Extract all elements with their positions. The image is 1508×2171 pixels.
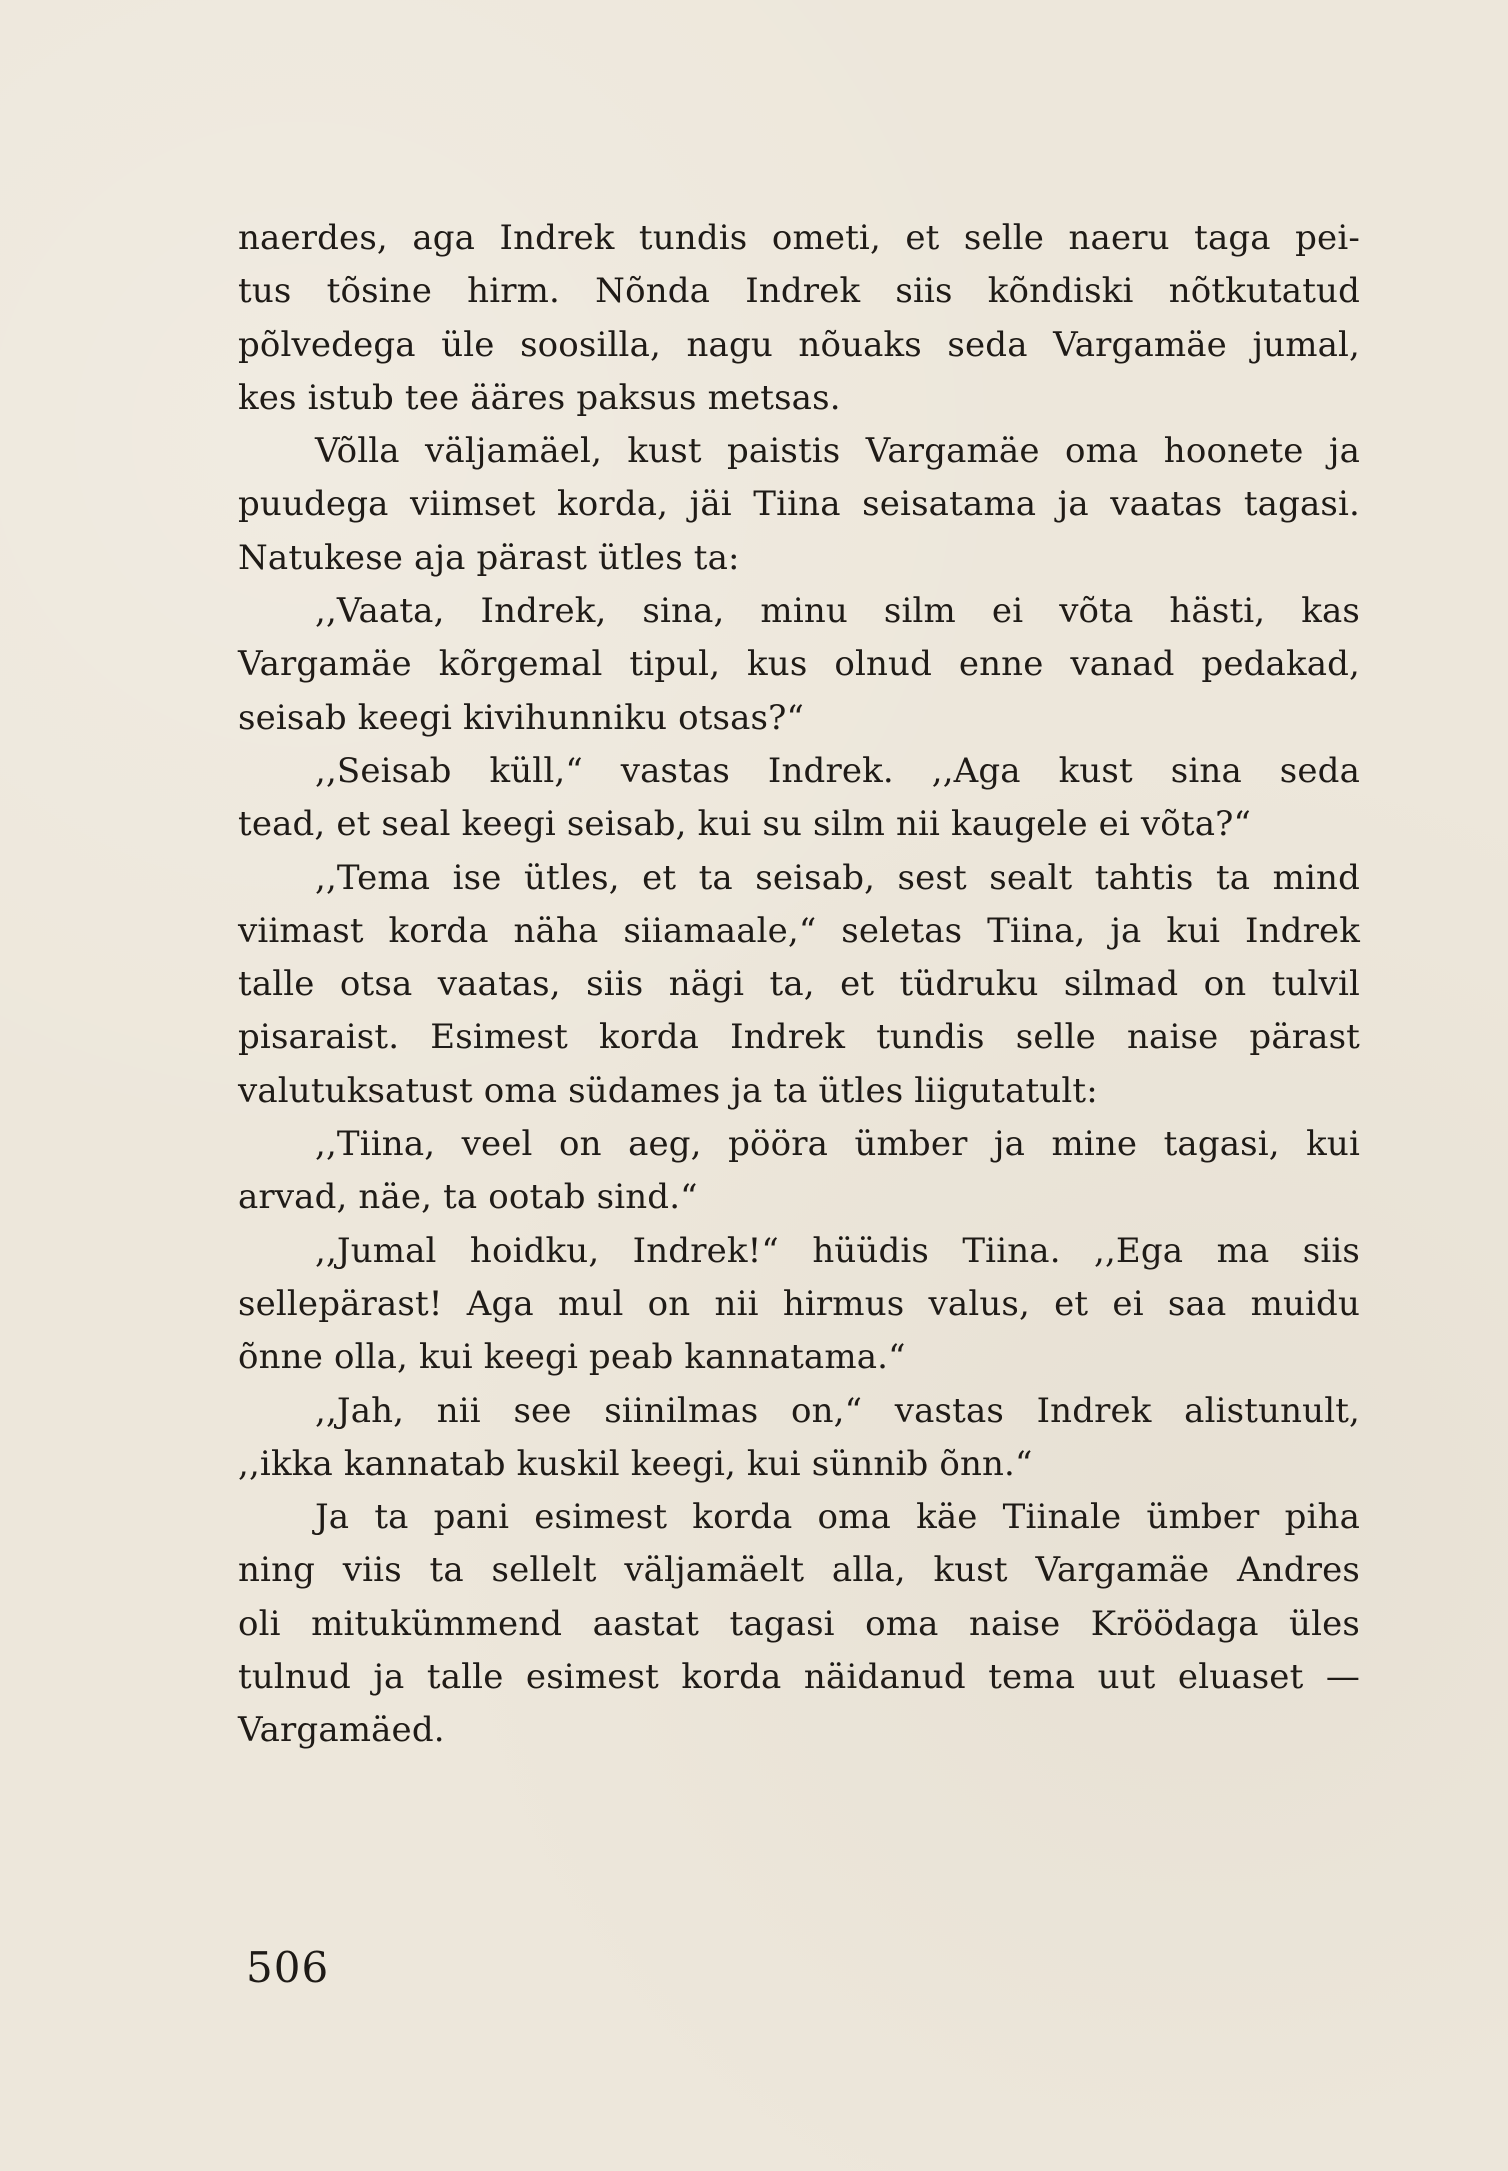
text-line-26: ning viis ta sellelt väljamäelt alla, kust Vargamäe Andres [238,1550,1360,1591]
page-body-text [238,212,1360,1758]
text-line-13: ,,Tema ise ütles, et ta seisab, sest sealt tahtis ta mind [315,857,1360,898]
text-line-19: arvad, näe, ta ootab sind.“ [238,1177,698,1218]
text-line-10: seisab keegi kivihunniku otsas?“ [238,697,805,738]
text-line-20: ,,Jumal hoidku, Indrek!“ hüüdis Tiina. ,,Ega ma siis [315,1230,1360,1271]
text-line-25: Ja ta pani esimest korda oma käe Tiinale ümber piha [315,1497,1360,1538]
text-line-22: õnne olla, kui keegi peab kannatama.“ [238,1337,906,1378]
text-line-07: Natukese aja pärast ütles ta: [238,537,740,578]
text-line-05: Võlla väljamäel, kust paistis Vargamäe oma hoonete ja [315,431,1360,472]
text-line-14: viimast korda näha siiamaale,“ seletas Tiina, ja kui Indrek [238,910,1360,951]
page-number: 506 [246,1943,330,1992]
text-line-29: Vargamäed. [238,1710,445,1751]
text-line-24: ,,ikka kannatab kuskil keegi, kui sünnib õnn.“ [238,1443,1033,1484]
text-line-16: pisaraist. Esimest korda Indrek tundis selle naise pärast [238,1017,1360,1058]
text-line-28: tulnud ja talle esimest korda näidanud tema uut eluaset — [238,1657,1360,1698]
text-line-06: puudega viimset korda, jäi Tiina seisatama ja vaatas tagasi. [238,484,1360,525]
text-line-17: valutuksatust oma südames ja ta ütles liigutatult: [238,1070,1098,1111]
text-line-03: põlvedega üle soosilla, nagu nõuaks seda Vargamäe jumal, [238,324,1360,365]
text-line-11: ,,Seisab küll,“ vastas Indrek. ,,Aga kust sina seda [315,750,1360,791]
text-line-04: kes istub tee ääres paksus metsas. [238,377,841,418]
text-line-27: oli mitukümmend aastat tagasi oma naise Kröödaga üles [238,1603,1360,1644]
text-line-18: ,,Tiina, veel on aeg, pööra ümber ja mine tagasi, kui [315,1124,1360,1165]
text-line-02: tus tõsine hirm. Nõnda Indrek siis kõndiski nõtkutatud [238,271,1360,312]
text-line-08: ,,Vaata, Indrek, sina, minu silm ei võta hästi, kas [315,591,1360,632]
text-line-15: talle otsa vaatas, siis nägi ta, et tüdruku silmad on tulvil [238,964,1360,1005]
text-line-01: naerdes, aga Indrek tundis ometi, et selle naeru taga pei- [238,218,1360,258]
text-line-21: sellepärast! Aga mul on nii hirmus valus, et ei saa muidu [238,1283,1360,1324]
text-line-09: Vargamäe kõrgemal tipul, kus olnud enne vanad pedakad, [238,644,1360,685]
text-line-23: ,,Jah, nii see siinilmas on,“ vastas Indrek alistunult, [315,1390,1360,1431]
text-line-12: tead, et seal keegi seisab, kui su silm nii kaugele ei võta?“ [238,804,1252,845]
